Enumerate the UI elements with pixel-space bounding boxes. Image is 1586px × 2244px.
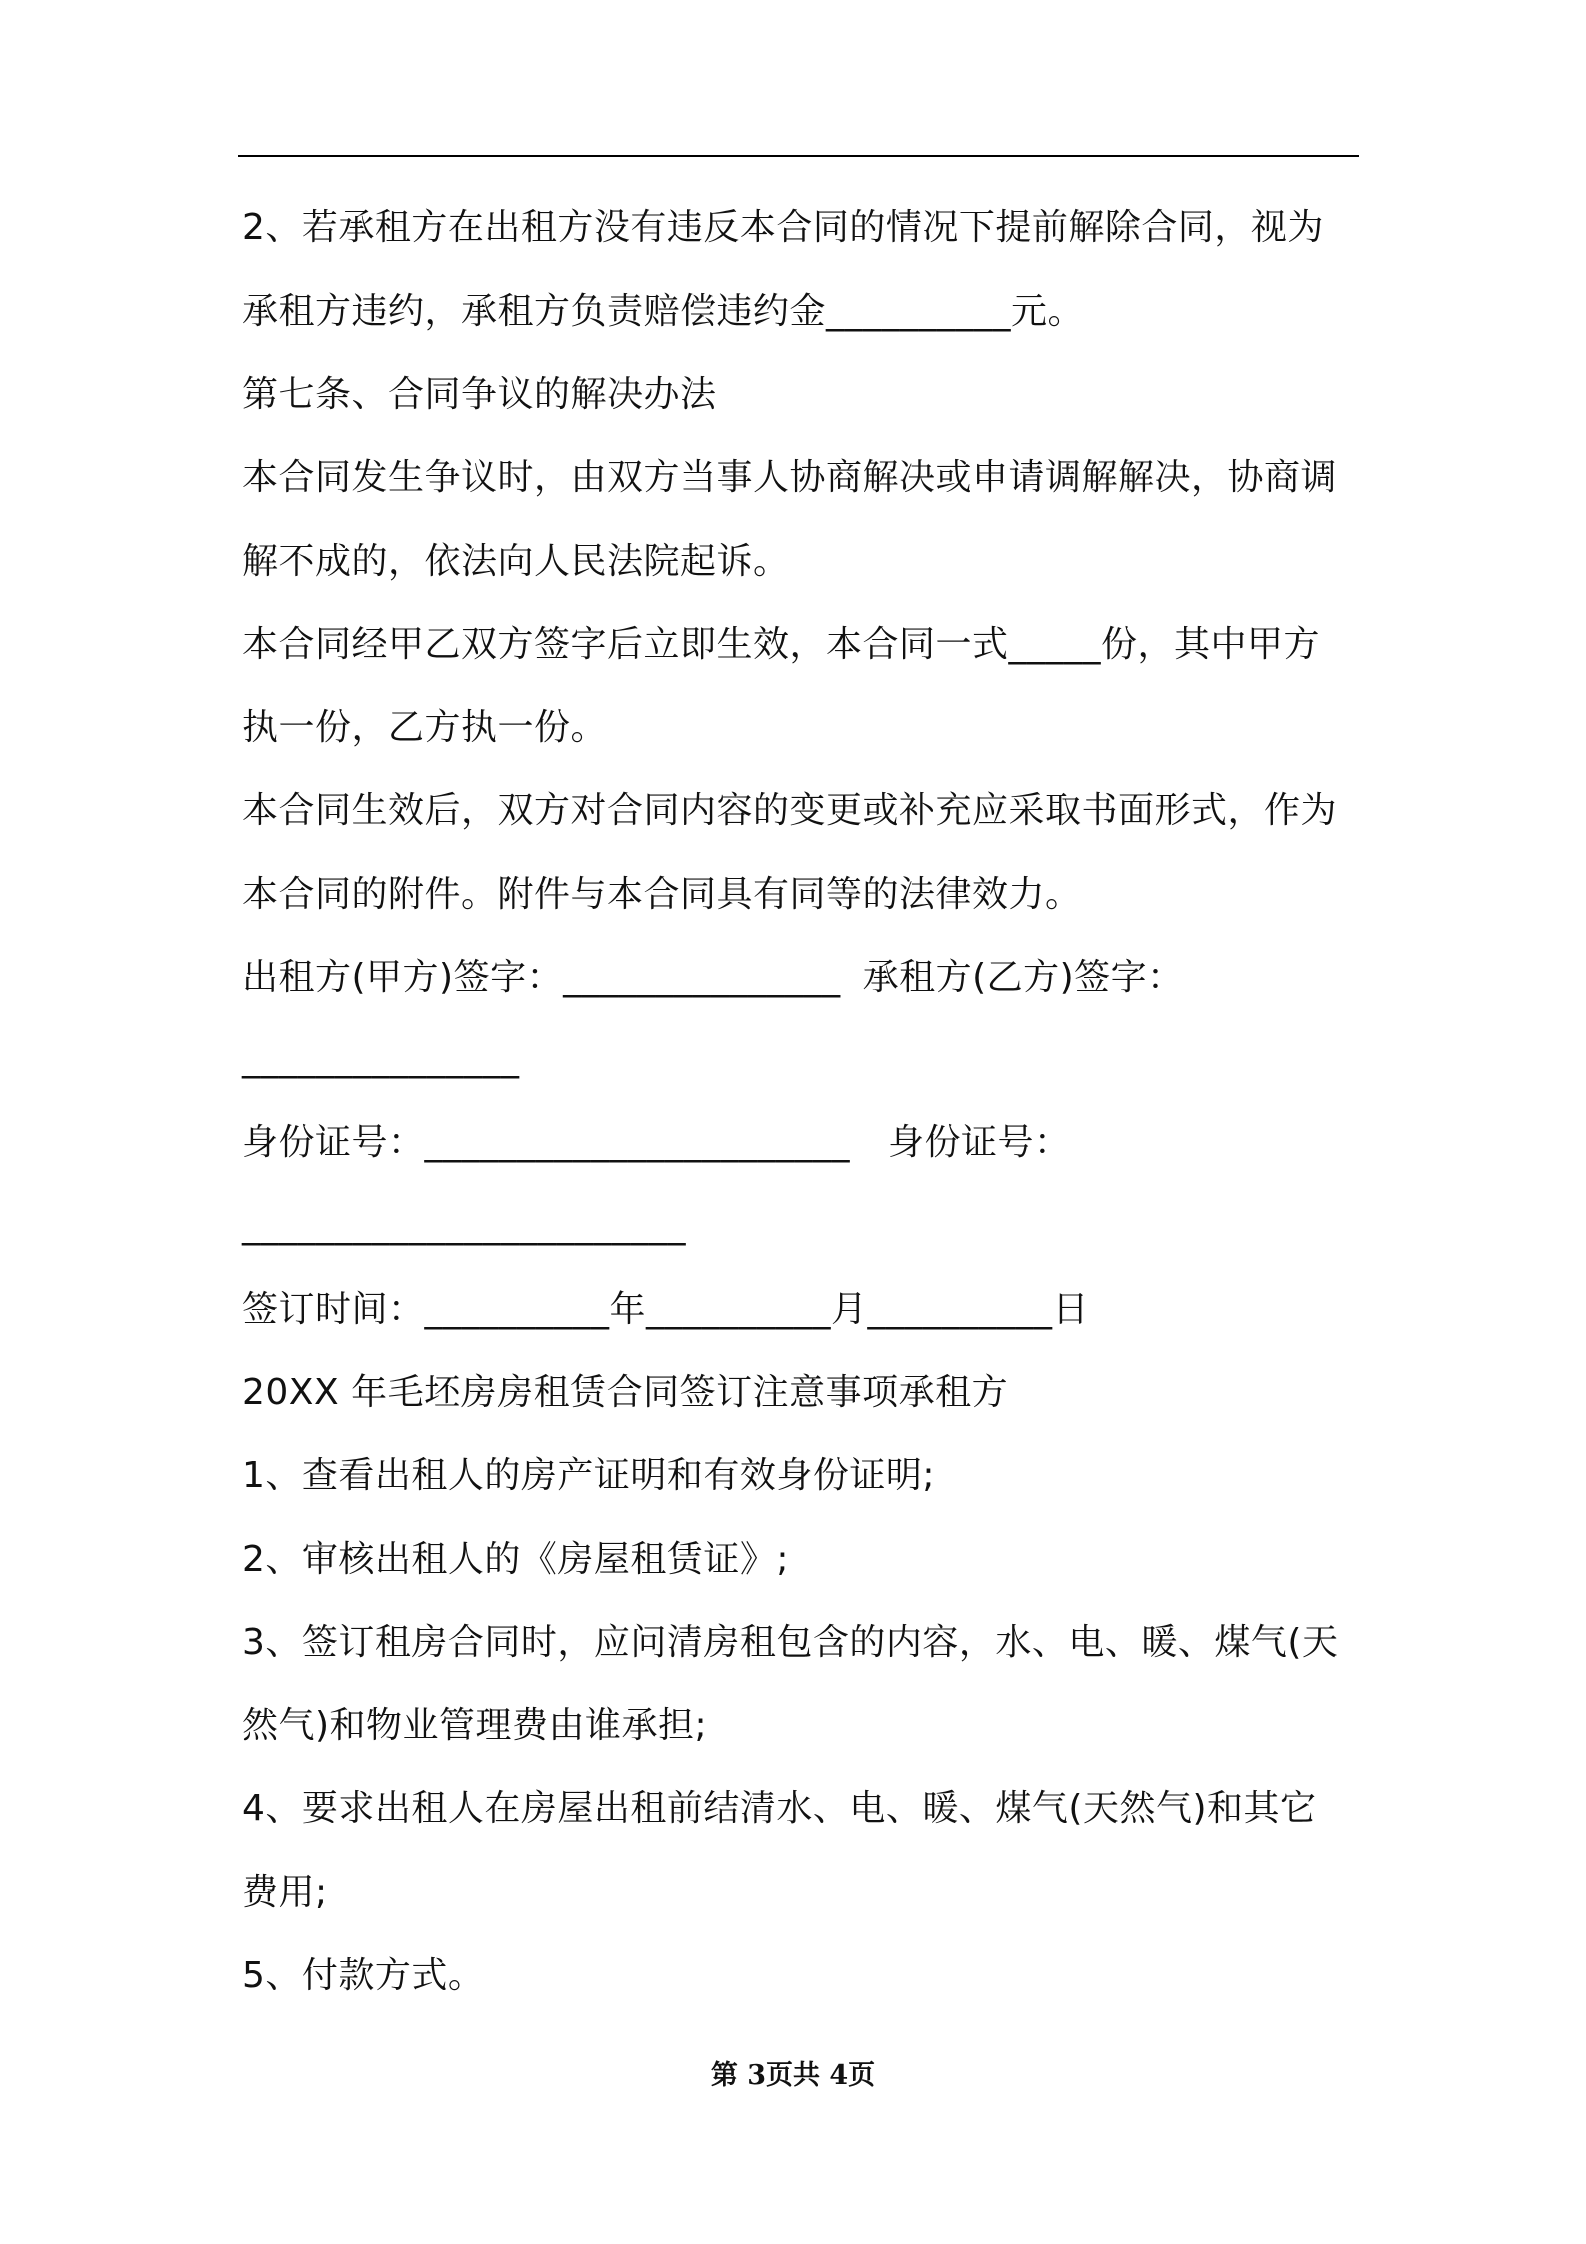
lessor-signature-field: 出租方(甲方)签字：_______________: [242, 957, 841, 998]
note-item: 然气)和物业管理费由谁承担;: [242, 1705, 708, 1746]
clause-text-line: 本合同经甲乙双方签字后立即生效，本合同一式_____份，其中甲方: [242, 624, 1321, 665]
clause-text-line: 执一份，乙方执一份。: [242, 707, 608, 748]
page-number: 第 3页共 4页: [710, 2060, 876, 2091]
id-number-row: [242, 1121, 1071, 1165]
note-item: 1、查看出租人的房产证明和有效身份证明;: [242, 1455, 936, 1496]
section-heading: 第七条、合同争议的解决办法: [242, 374, 717, 415]
header-rule: [238, 155, 1359, 157]
signing-date-row: 签订时间：__________年__________月__________日: [242, 1289, 1090, 1330]
note-item: 费用;: [242, 1872, 328, 1913]
note-item: 5、付款方式。: [242, 1955, 485, 1996]
lessor-id-field: 身份证号：_______________________: [242, 1122, 851, 1163]
clause-text-line: 承租方违约，承租方负责赔偿违约金__________元。: [242, 291, 1085, 332]
lessee-signature-label: 承租方(乙方)签字：: [862, 957, 1184, 998]
clause-text-line: 本合同发生争议时，由双方当事人协商解决或申请调解解决，协商调: [242, 457, 1338, 498]
lessee-id-label: 身份证号：: [888, 1122, 1071, 1163]
notes-heading: 20XX 年毛坯房房租赁合同签订注意事项承租方: [242, 1372, 1009, 1413]
signature-row: [242, 956, 1184, 1000]
clause-text-line: 本合同生效后，双方对合同内容的变更或补充应采取书面形式，作为: [242, 790, 1338, 831]
note-item: 4、要求出租人在房屋出租前结清水、电、暖、煤气(天然气)和其它: [242, 1788, 1317, 1829]
lessee-id-blank: ________________________: [242, 1205, 686, 1246]
note-item: 3、签订租房合同时，应问清房租包含的内容，水、电、暖、煤气(天: [242, 1622, 1339, 1663]
clause-text-line: 解不成的，依法向人民法院起诉。: [242, 541, 790, 582]
note-item: 2、审核出租人的《房屋租赁证》;: [242, 1539, 790, 1580]
lessee-signature-blank: _______________: [242, 1038, 520, 1079]
clause-text-line: 2、若承租方在出租方没有违反本合同的情况下提前解除合同，视为: [242, 207, 1324, 248]
clause-text-line: 本合同的附件。附件与本合同具有同等的法律效力。: [242, 874, 1082, 915]
